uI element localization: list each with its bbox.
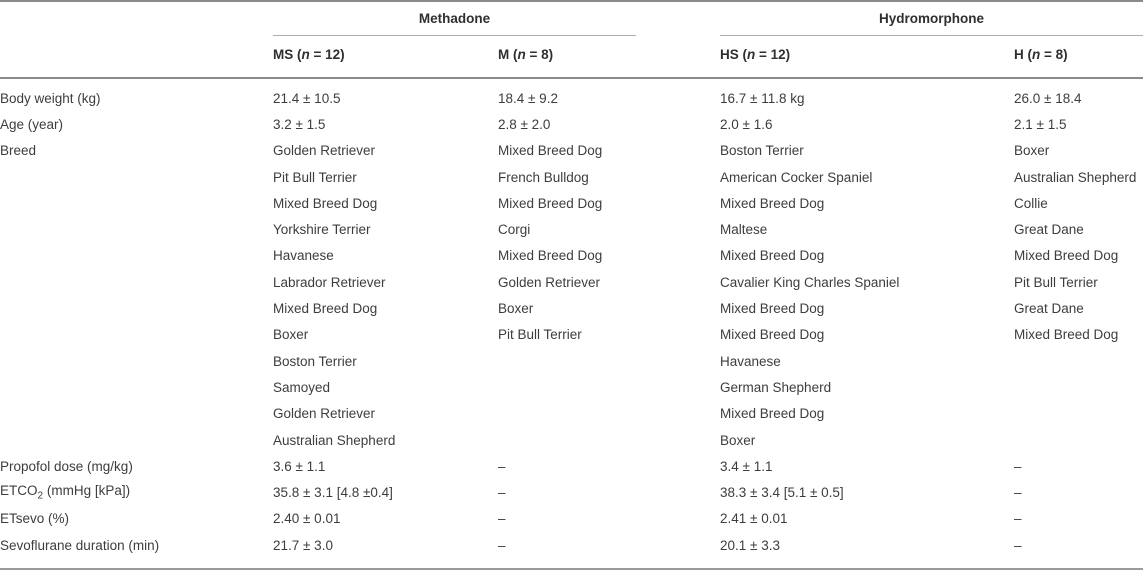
- row-label: [0, 190, 273, 216]
- table-cell: 3.6 ± 1.1: [273, 458, 326, 474]
- table-cell: Australian Shepherd: [1014, 169, 1137, 185]
- row-label: [0, 164, 273, 190]
- table-cell: 21.7 ± 3.0: [273, 537, 333, 553]
- group-header-hydromorphone: [720, 1, 1143, 36]
- table-cell: 16.7 ± 11.8 kg: [720, 90, 805, 106]
- table-cell: [498, 401, 720, 427]
- table-cell: Mixed Breed Dog: [273, 301, 378, 317]
- table-cell: American Cocker Spaniel: [720, 169, 873, 185]
- row-label: $ETCO_2$ (mmHg [kPa]): [0, 483, 131, 502]
- table-cell: Havanese: [273, 248, 334, 264]
- row-label: Breed: [0, 143, 37, 159]
- table-row: [0, 78, 1143, 111]
- table-row: [0, 479, 1143, 505]
- row-label: [0, 295, 273, 321]
- table-row: [0, 401, 1143, 427]
- table-cell: Labrador Retriever: [273, 274, 386, 290]
- table-cell: Golden Retriever: [273, 143, 376, 159]
- group-header-methadone: [273, 1, 720, 36]
- table-cell: –: [498, 511, 506, 527]
- table-cell: Golden Retriever: [498, 274, 601, 290]
- row-label: [0, 374, 273, 400]
- table-row: [0, 243, 1143, 269]
- table-cell: 2.41 ± 0.01: [720, 511, 788, 527]
- table-cell: Mixed Breed Dog: [720, 195, 825, 211]
- table-cell: Mixed Breed Dog: [498, 143, 603, 159]
- table-cell: –: [498, 485, 506, 501]
- table-body: [0, 78, 1143, 569]
- table-cell: Mixed Breed Dog: [273, 195, 378, 211]
- table-cell: 2.0 ± 1.6: [720, 116, 773, 132]
- table-row: [0, 427, 1143, 453]
- table-cell: Boxer: [720, 432, 756, 448]
- table-cell: Boston Terrier: [720, 143, 804, 159]
- row-label: [0, 348, 273, 374]
- table-cell: 18.4 ± 9.2: [498, 90, 558, 106]
- table-cell: 38.3 ± 3.4 [5.1 ± 0.5]: [720, 485, 844, 501]
- table-cell: Mixed Breed Dog: [1014, 327, 1119, 343]
- table-cell: Yorkshire Terrier: [273, 222, 371, 238]
- row-label: Body weight (kg): [0, 90, 101, 106]
- table-cell: Boston Terrier: [273, 353, 357, 369]
- table-cell: 2.1 ± 1.5: [1014, 116, 1067, 132]
- table-row: [0, 138, 1143, 164]
- table-header: [0, 1, 1143, 78]
- table-cell: 20.1 ± 3.3: [720, 537, 780, 553]
- table-cell: Pit Bull Terrier: [498, 327, 582, 343]
- n-italic: n: [301, 47, 310, 62]
- table-cell: Mixed Breed Dog: [720, 327, 825, 343]
- table-cell: –: [1014, 537, 1022, 553]
- table-cell: [1014, 374, 1143, 400]
- row-label: Sevoflurane duration (min): [0, 537, 160, 553]
- n-italic: n: [747, 47, 756, 62]
- table-cell: Australian Shepherd: [273, 432, 396, 448]
- table-cell: [1014, 348, 1143, 374]
- table-cell: Pit Bull Terrier: [1014, 274, 1098, 290]
- column-header-row: [0, 36, 1143, 78]
- table-cell: Boxer: [273, 327, 309, 343]
- table-cell: 2.8 ± 2.0: [498, 116, 551, 132]
- row-label: ETsevo (%): [0, 511, 70, 527]
- table-cell: –: [1014, 511, 1022, 527]
- table-cell: Boxer: [1014, 143, 1050, 159]
- table-cell: Havanese: [720, 353, 781, 369]
- table-cell: 3.2 ± 1.5: [273, 116, 326, 132]
- table-cell: Golden Retriever: [273, 406, 376, 422]
- table-cell: –: [1014, 485, 1022, 501]
- column-header-hs: HS (n = 12): [720, 36, 1014, 78]
- table-row: [0, 532, 1143, 569]
- subscript: 2: [37, 490, 44, 502]
- table-cell: Mixed Breed Dog: [720, 248, 825, 264]
- column-header-h: H (n = 8): [1014, 36, 1143, 78]
- group-label-methadone: Methadone: [273, 11, 636, 36]
- row-label: [0, 216, 273, 242]
- table-row: [0, 269, 1143, 295]
- row-label: [0, 427, 273, 453]
- table-cell: Great Dane: [1014, 222, 1084, 238]
- table-row: [0, 111, 1143, 137]
- row-label: [0, 322, 273, 348]
- table-cell: –: [1014, 458, 1022, 474]
- table-row: [0, 453, 1143, 479]
- table-row: [0, 164, 1143, 190]
- n-italic: n: [1032, 47, 1041, 62]
- table-cell: 35.8 ± 3.1 [4.8 ±0.4]: [273, 485, 393, 501]
- table-cell: 2.40 ± 0.01: [273, 511, 341, 527]
- table-row: [0, 348, 1143, 374]
- table-row: [0, 190, 1143, 216]
- row-label-header: [0, 36, 273, 78]
- column-header-ms: MS (n = 12): [273, 36, 498, 78]
- table-cell: [1014, 401, 1143, 427]
- table-cell: Mixed Breed Dog: [498, 195, 603, 211]
- table-cell: [498, 348, 720, 374]
- group-label-hydromorphone: Hydromorphone: [720, 11, 1143, 36]
- table-cell: Cavalier King Charles Spaniel: [720, 274, 900, 290]
- table-cell: –: [498, 458, 506, 474]
- table-cell: [498, 427, 720, 453]
- table-cell: Mixed Breed Dog: [498, 248, 603, 264]
- table-row: [0, 374, 1143, 400]
- table-cell: German Shepherd: [720, 379, 832, 395]
- table-cell: –: [498, 537, 506, 553]
- table-cell: Pit Bull Terrier: [273, 169, 357, 185]
- row-label: [0, 401, 273, 427]
- table-cell: Corgi: [498, 222, 531, 238]
- table-cell: 26.0 ± 18.4: [1014, 90, 1082, 106]
- table-row: [0, 216, 1143, 242]
- table-cell: Great Dane: [1014, 301, 1084, 317]
- table-row: [0, 295, 1143, 321]
- table-cell: Samoyed: [273, 379, 331, 395]
- group-header-row: [0, 1, 1143, 36]
- row-label: [0, 269, 273, 295]
- table-row: [0, 506, 1143, 532]
- corner-cell: [0, 1, 273, 36]
- table-cell: 3.4 ± 1.1: [720, 458, 773, 474]
- table-cell: French Bulldog: [498, 169, 589, 185]
- table-cell: [1014, 427, 1143, 453]
- table-cell: Boxer: [498, 301, 534, 317]
- row-label: Propofol dose (mg/kg): [0, 458, 133, 474]
- table-cell: Mixed Breed Dog: [720, 406, 825, 422]
- table-cell: Mixed Breed Dog: [1014, 248, 1119, 264]
- n-italic: n: [517, 47, 526, 62]
- row-label: [0, 243, 273, 269]
- table-cell: Maltese: [720, 222, 768, 238]
- table-cell: [498, 374, 720, 400]
- table-cell: 21.4 ± 10.5: [273, 90, 341, 106]
- table-cell: Mixed Breed Dog: [720, 301, 825, 317]
- column-header-m: M (n = 8): [498, 36, 720, 78]
- table-row: [0, 322, 1143, 348]
- table-cell: Collie: [1014, 195, 1048, 211]
- row-label: Age (year): [0, 116, 64, 132]
